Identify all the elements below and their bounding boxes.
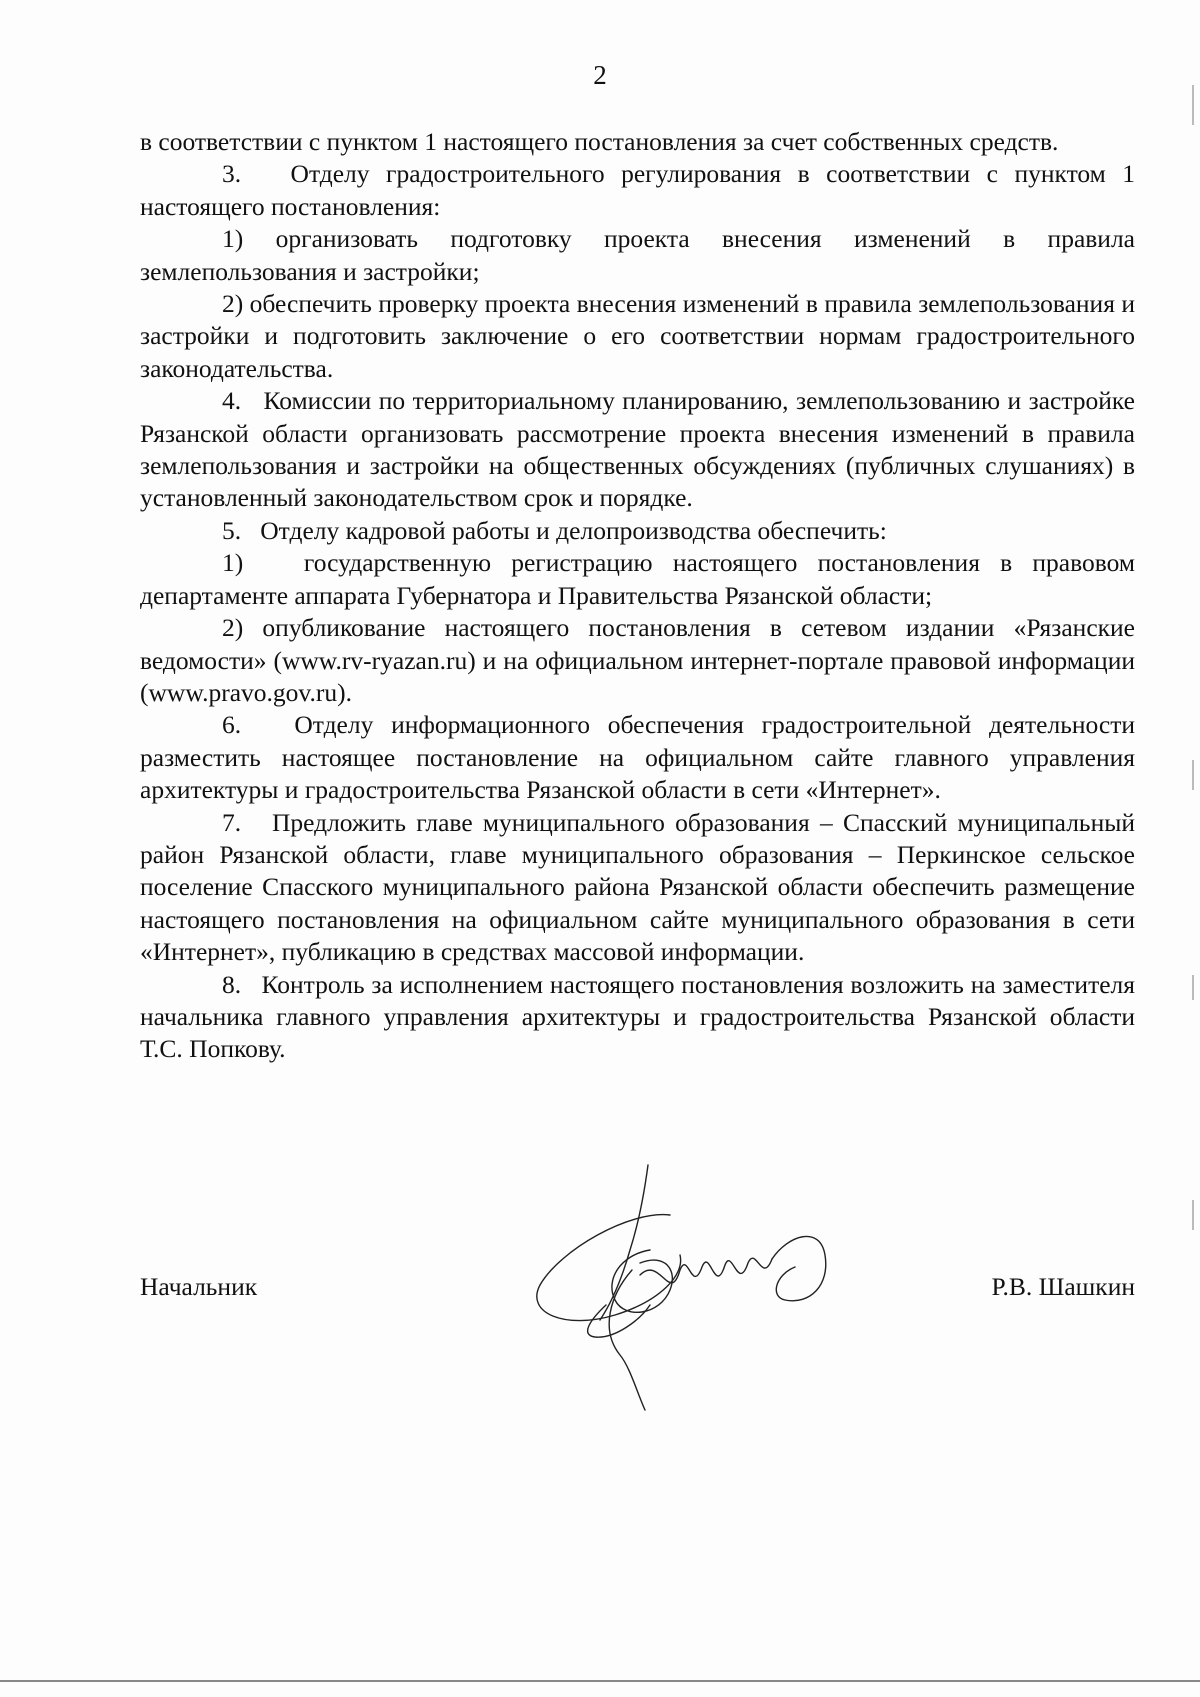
scan-bottom-edge <box>0 1680 1200 1682</box>
paragraph-item-8: 8. Контроль за исполнением настоящего постановления возложить на заместителя начальника главного управления архитектуры и градостроительства Рязанской области Т.С. Попкову. <box>140 969 1135 1064</box>
paragraph-item-3-1: 1) организовать подготовку проекта внесения изменений в правила землепользования и застройки; <box>140 224 1135 286</box>
scan-edge-mark <box>1192 760 1194 790</box>
paragraph-item-5-1: 1) государственную регистрацию настоящего постановления в правовом департаменте аппарата Губернатора и Правительства Рязанской области; <box>140 548 1135 610</box>
scan-edge-mark <box>1192 1200 1194 1230</box>
signer-name: Р.В. Шашкин <box>991 1272 1135 1301</box>
signer-position: Начальник <box>140 1272 258 1301</box>
scan-edge-mark <box>1192 975 1194 1000</box>
paragraph-item-3: 3. Отделу градостроительного регулирования в соответствии с пунктом 1 настоящего постановления: <box>140 159 1135 221</box>
scan-edge-mark <box>1192 85 1194 125</box>
paragraph-continuation: в соответствии с пунктом 1 настоящего постановления за счет собственных средств. <box>140 127 1059 156</box>
page-number: 2 <box>593 60 607 90</box>
paragraph-item-5-2: 2) опубликование настоящего постановления в сетевом издании «Рязанские ведомости» (www.rv-ryazan.ru) и на официальном интернет-портале правовой информации (www.pravo.gov.ru). <box>140 613 1135 707</box>
paragraph-item-6: 6. Отделу информационного обеспечения градостроительной деятельности разместить настоящее постановление на официальном сайте главного управления архитектуры и градостроительства Рязанской области в сети «Интернет». <box>140 710 1135 805</box>
signature-block <box>140 1272 1135 1312</box>
paragraph-item-5: 5. Отделу кадровой работы и делопроизводства обеспечить: <box>222 515 887 545</box>
paragraph-item-4: 4. Комиссии по территориальному планированию, землепользованию и застройке Рязанской области организовать рассмотрение проекта внесения изменений в правила землепользования и застройки на общественных обсуждениях (публичных слушаниях) в установленный законодательством срок и порядке. <box>140 386 1135 513</box>
document-body <box>140 126 1135 1066</box>
paragraph-item-3-2: 2) обеспечить проверку проекта внесения изменений в правила землепользования и застройки и подготовить заключение о его соответствии нормам градостроительного законодательства. <box>140 289 1135 383</box>
paragraph-item-7: 7. Предложить главе муниципального образования – Спасский муниципальный район Рязанской области, главе муниципального образования – Перкинское сельское поселение Спасского муниципального района Рязанской области обеспечить размещение настоящего постановления на официальном сайте муниципального образования в сети «Интернет», публикацию в средствах массовой информации. <box>140 807 1135 967</box>
